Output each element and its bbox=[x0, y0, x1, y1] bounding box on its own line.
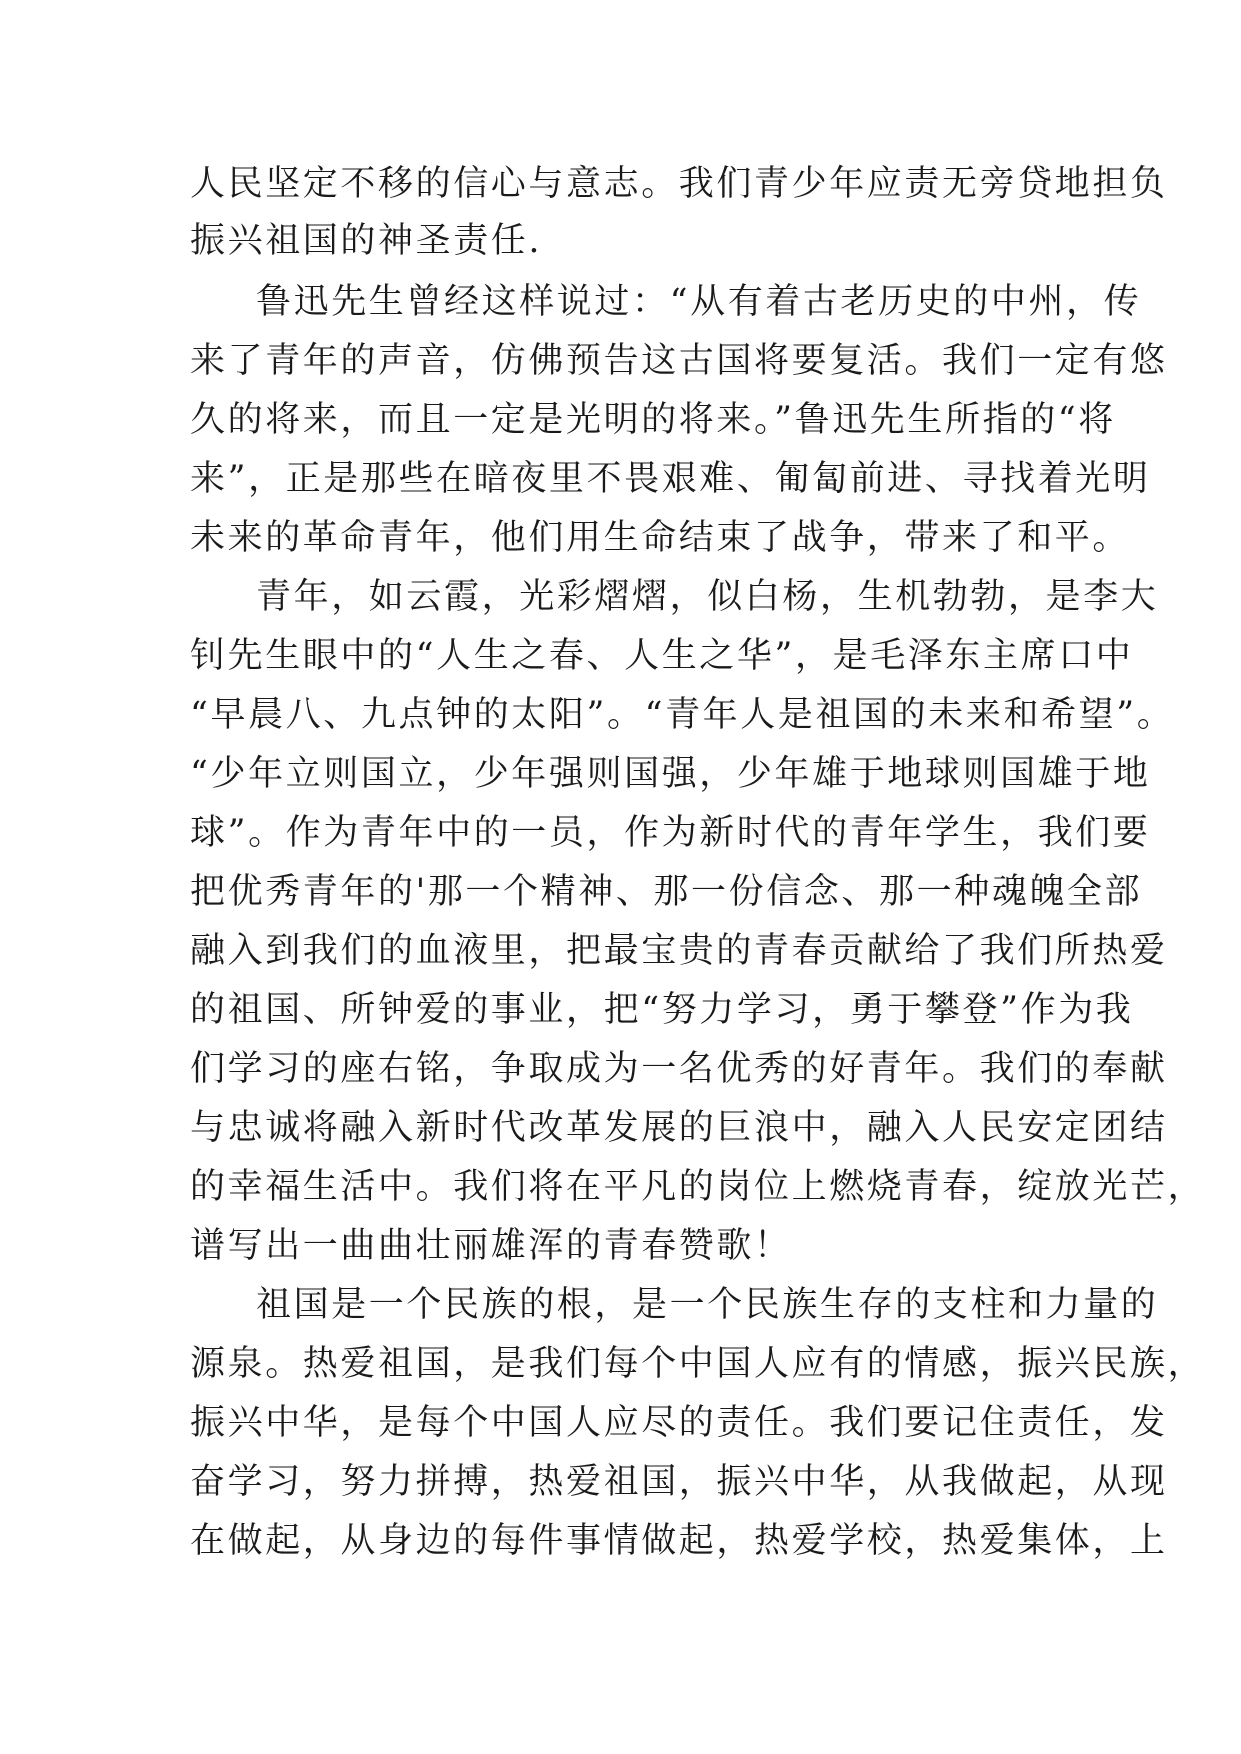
text-line: 来了青年的声音，仿佛预告这古国将要复活。我们一定有悠 bbox=[190, 341, 1168, 381]
text-line: 球”。作为青年中的一员，作为新时代的青年学生，我们要 bbox=[190, 813, 1151, 853]
text-line: 在做起，从身边的每件事情做起，热爱学校，热爱集体，上 bbox=[190, 1521, 1168, 1561]
text-line: 振兴中华，是每个中国人应尽的责任。我们要记住责任，发 bbox=[190, 1403, 1168, 1443]
text-line: 来”，正是那些在暗夜里不畏艰难、匍匐前进、寻找着光明 bbox=[190, 459, 1151, 499]
text-line: 与忠诚将融入新时代改革发展的巨浪中，融入人民安定团结 bbox=[190, 1108, 1168, 1148]
text-line: 把优秀青年的'那一个精神、那一份信念、那一种魂魄全部 bbox=[190, 872, 1143, 912]
paragraph-first-line: 青年，如云霞，光彩熠熠，似白杨，生机勃勃，是李大 bbox=[256, 577, 1159, 617]
paragraph-first-line: 祖国是一个民族的根，是一个民族生存的支柱和力量的 bbox=[256, 1285, 1159, 1325]
text-line: 未来的革命青年，他们用生命结束了战争，带来了和平。 bbox=[190, 518, 1131, 558]
text-line: “少年立则国立，少年强则国强，少年雄于地球则国雄于地 bbox=[190, 754, 1151, 794]
text-line: 们学习的座右铭，争取成为一名优秀的好青年。我们的奉献 bbox=[190, 1049, 1168, 1089]
paragraph-first-line: 鲁迅先生曾经这样说过：“从有着古老历史的中州，传 bbox=[256, 282, 1142, 322]
text-line: 的幸福生活中。我们将在平凡的岗位上燃烧青春，绽放光芒， bbox=[190, 1167, 1206, 1207]
text-line: 融入到我们的血液里，把最宝贵的青春贡献给了我们所热爱 bbox=[190, 931, 1168, 971]
text-line: “早晨八、九点钟的太阳”。“青年人是祖国的未来和希望”。 bbox=[190, 695, 1175, 735]
text-line: 人民坚定不移的信心与意志。我们青少年应责无旁贷地担负 bbox=[190, 164, 1168, 204]
text-line: 久的将来，而且一定是光明的将来。”鲁迅先生所指的“将 bbox=[190, 400, 1116, 440]
text-line: 源泉。热爱祖国，是我们每个中国人应有的情感，振兴民族， bbox=[190, 1344, 1206, 1384]
text-line: 谱写出一曲曲壮丽雄浑的青春赞歌！ bbox=[190, 1226, 792, 1266]
text-line: 振兴祖国的神圣责任. bbox=[190, 221, 543, 261]
text-line: 钊先生眼中的“人生之春、人生之华”，是毛泽东主席口中 bbox=[190, 636, 1134, 676]
text-line: 的祖国、所钟爱的事业，把“努力学习，勇于攀登”作为我 bbox=[190, 990, 1134, 1030]
text-line: 奋学习，努力拼搏，热爱祖国，振兴中华，从我做起，从现 bbox=[190, 1462, 1168, 1502]
